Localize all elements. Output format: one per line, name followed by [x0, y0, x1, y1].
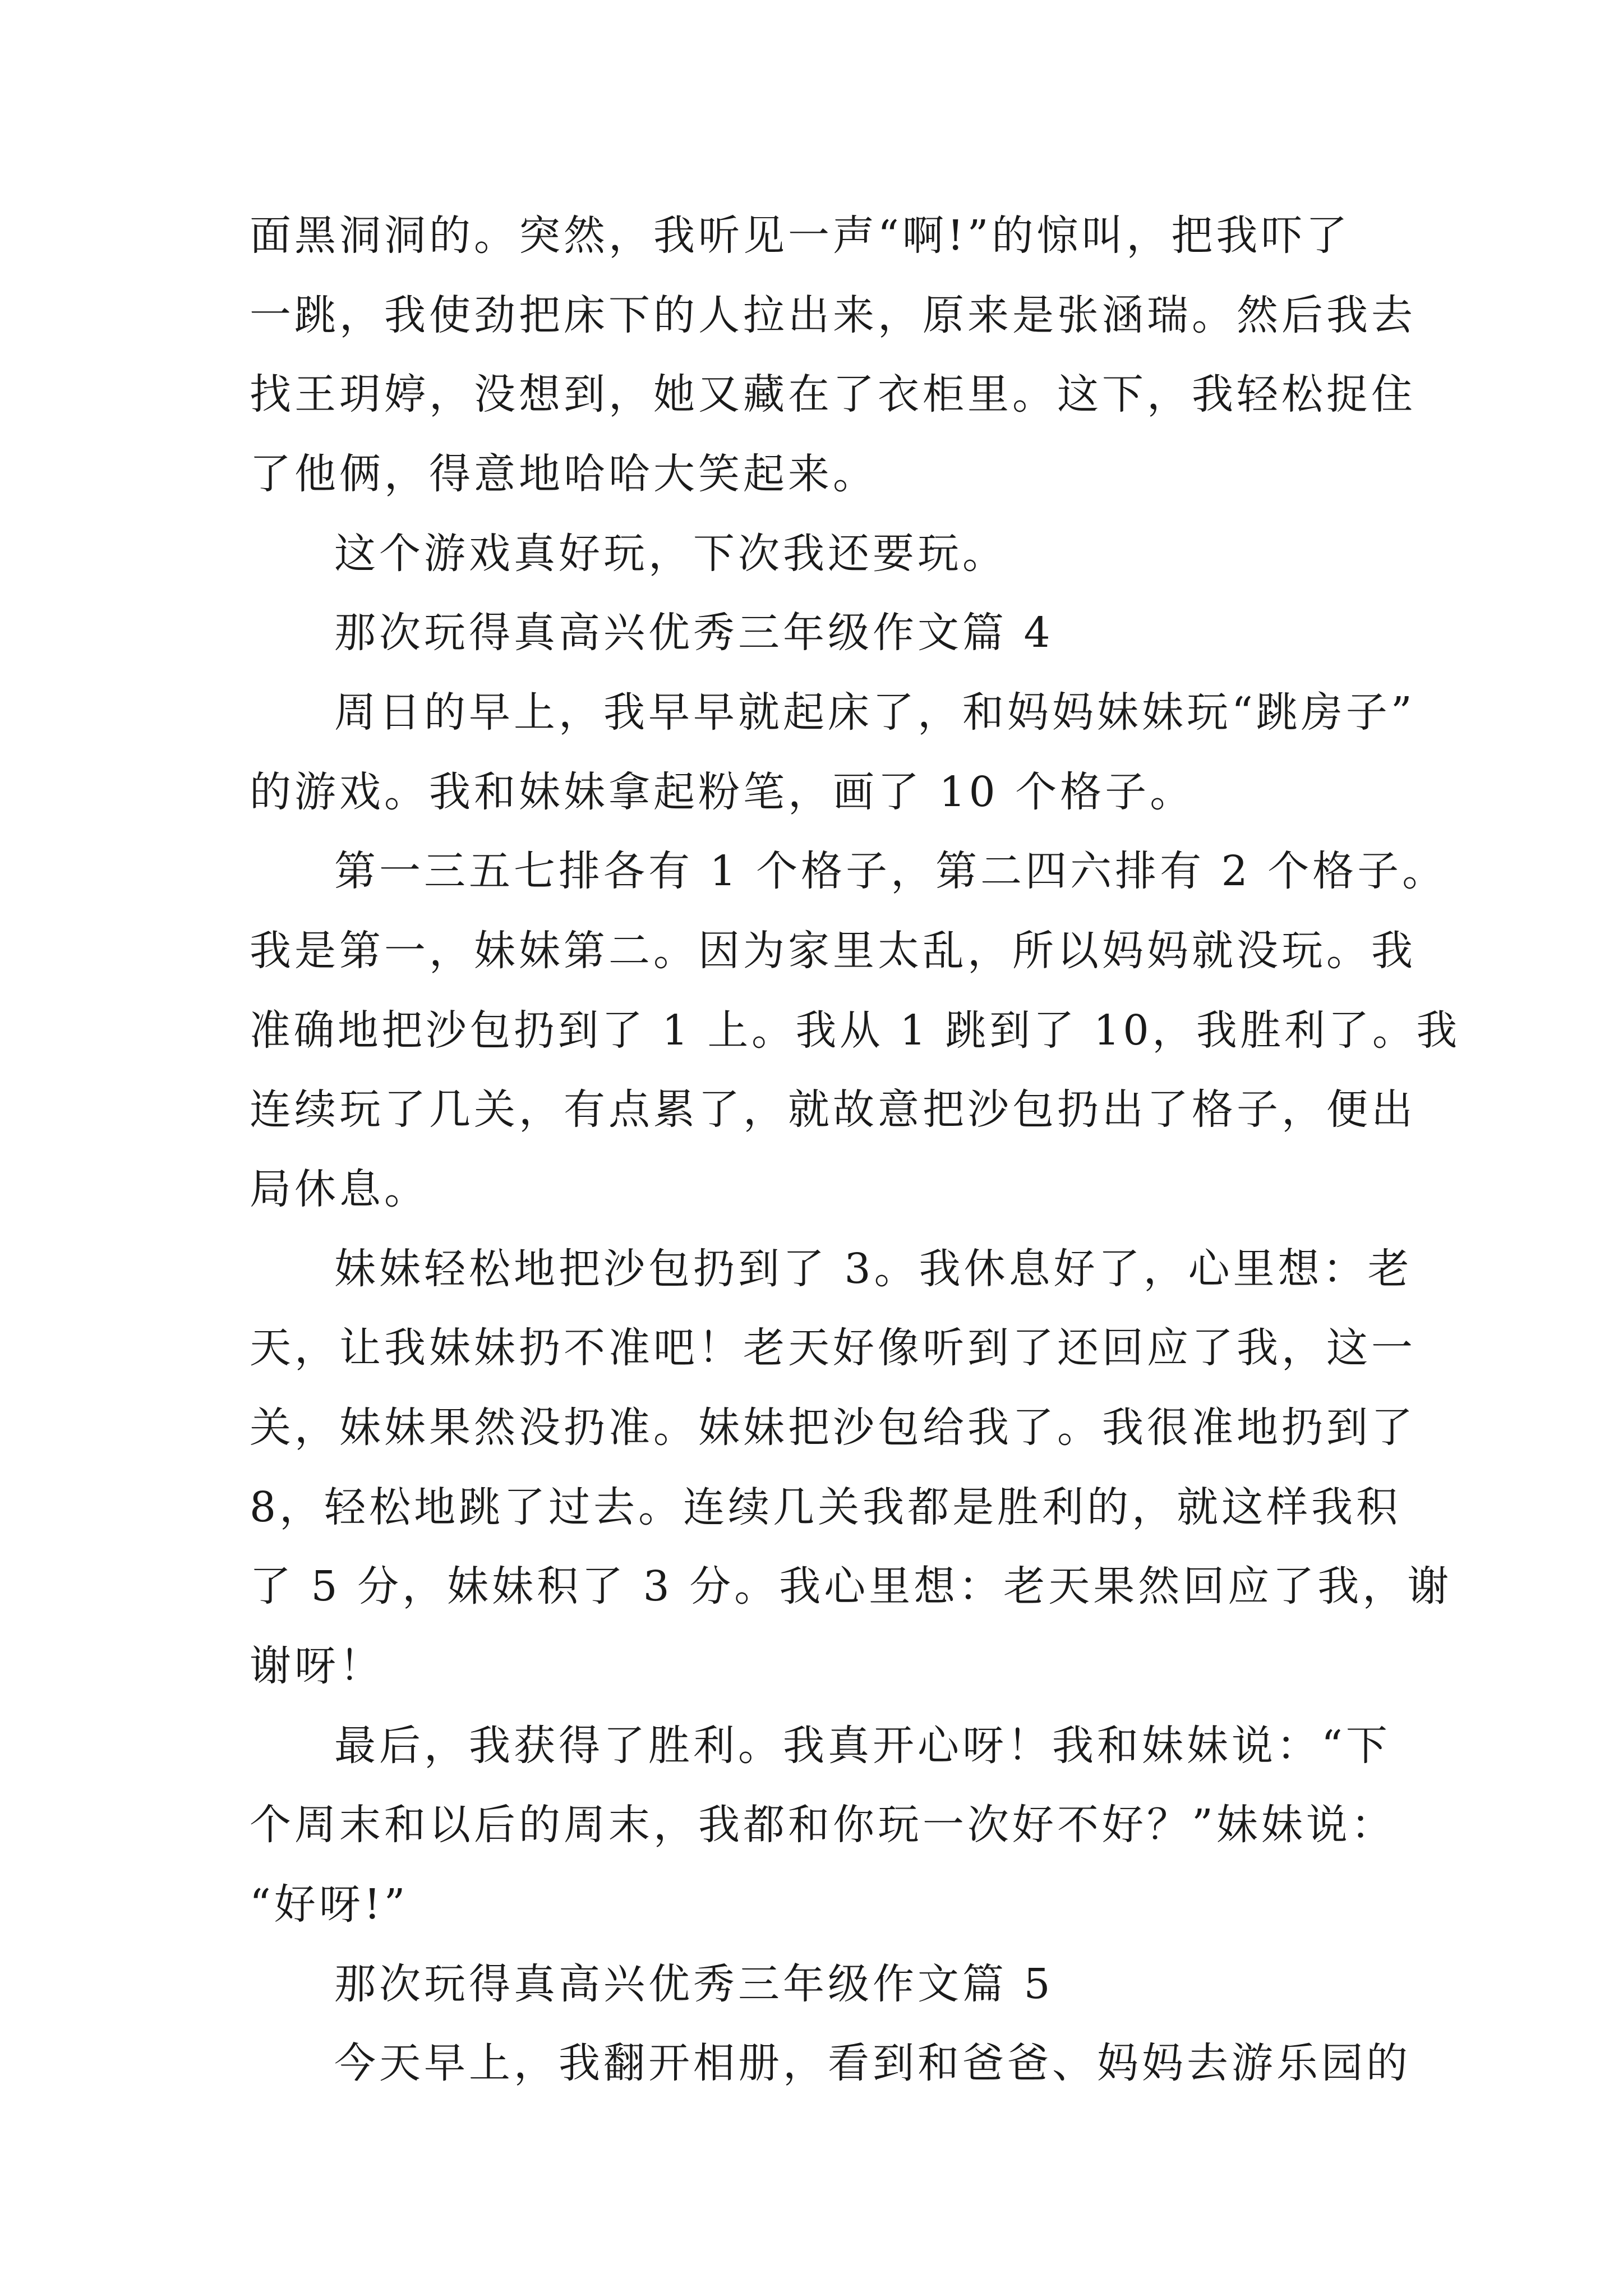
- text-line: 今天早上，我翻开相册，看到和爸爸、妈妈去游乐园的: [334, 2039, 1411, 2087]
- text-line: 了 5 分，妹妹积了 3 分。我心里想：老天果然回应了我，谢: [250, 1562, 1453, 1611]
- text-line: 我是第一，妹妹第二。因为家里太乱，所以妈妈就没玩。我: [250, 927, 1416, 975]
- text-line: 局休息。: [250, 1165, 429, 1213]
- text-line: 谢呀！: [250, 1642, 384, 1690]
- text-line: 个周末和以后的周末，我都和你玩一次好不好？”妹妹说：: [250, 1801, 1396, 1849]
- text-line: 找王玥婷，没想到，她又藏在了衣柜里。这下，我轻松捉住: [250, 370, 1416, 418]
- text-line: 这个游戏真好玩，下次我还要玩。: [334, 530, 1007, 578]
- text-line: 最后，我获得了胜利。我真开心呀！我和妹妹说：“下: [334, 1722, 1391, 1770]
- text-line: 连续玩了几关，有点累了，就故意把沙包扔出了格子，便出: [250, 1085, 1416, 1134]
- section-heading: 那次玩得真高兴优秀三年级作文篇 4: [334, 609, 1054, 657]
- section-heading: 那次玩得真高兴优秀三年级作文篇 5: [334, 1960, 1054, 2008]
- text-line: 妹妹轻松地把沙包扔到了 3。我休息好了，心里想：老: [334, 1245, 1413, 1293]
- text-line: “好呀!”: [250, 1880, 409, 1929]
- text-line: 周日的早上，我早早就起床了，和妈妈妹妹玩“跳房子”: [334, 688, 1415, 737]
- text-line: 准确地把沙包扔到了 1 上。我从 1 跳到了 10，我胜利了。我: [250, 1006, 1461, 1055]
- text-line: 一跳，我使劲把床下的人拉出来，原来是张涵瑞。然后我去: [250, 291, 1416, 339]
- text-line: 关，妹妹果然没扔准。妹妹把沙包给我了。我很准地扔到了: [250, 1404, 1416, 1452]
- text-line: 第一三五七排各有 1 个格子，第二四六排有 2 个格子。: [334, 847, 1447, 895]
- text-line: 面黑洞洞的。突然，我听见一声“啊!”的惊叫，把我吓了: [250, 211, 1351, 260]
- text-line: 天，让我妹妹扔不准吧！老天好像听到了还回应了我，这一: [250, 1324, 1416, 1372]
- text-line: 8，轻松地跳了过去。连续几关我都是胜利的，就这样我积: [250, 1483, 1401, 1531]
- text-line: 的游戏。我和妹妹拿起粉笔，画了 10 个格子。: [250, 768, 1195, 816]
- text-line: 了他俩，得意地哈哈大笑起来。: [250, 450, 878, 498]
